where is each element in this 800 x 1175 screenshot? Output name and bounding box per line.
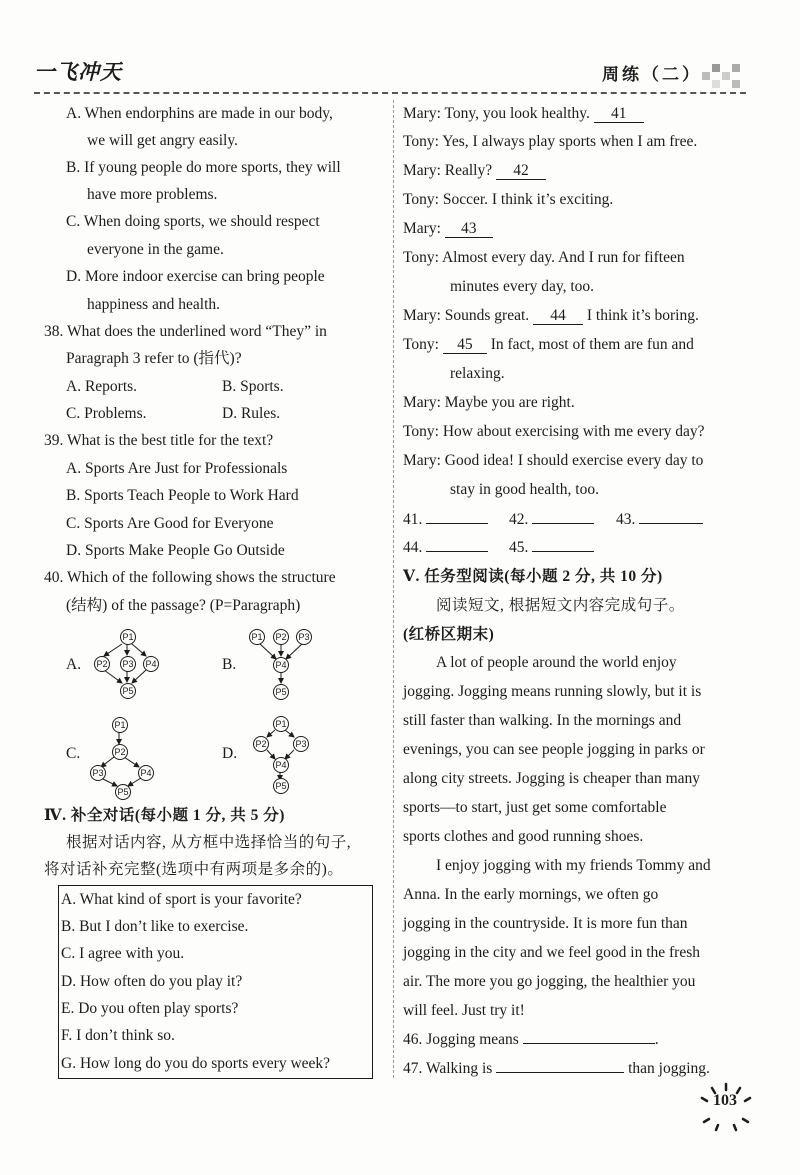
diagram-a-node: P4 (143, 656, 159, 672)
dialogue-line: Mary: Really? 42 (403, 161, 546, 181)
answer-line-41[interactable] (426, 523, 488, 524)
question-46: 46. Jogging means . (403, 1031, 659, 1048)
q37-option-b-cont: have more problems. (87, 186, 218, 203)
passage-line: jogging. Jogging means running slowly, but it is (403, 683, 702, 700)
arrow-a-4 (104, 670, 122, 683)
q37-option-d-cont: happiness and health. (87, 296, 221, 313)
answer-line-43[interactable] (639, 523, 703, 524)
section-4-instruction-cont: 将对话补充完整(选项中有两项是多余的)。 (44, 861, 344, 878)
q38-option-b: B. Sports. (222, 378, 284, 395)
passage-line: Anna. In the early mornings, we often go (403, 886, 659, 903)
question-47: 47. Walking is than jogging. (403, 1060, 710, 1077)
section-5-instruction: 阅读短文, 根据短文内容完成句子。 (436, 597, 685, 614)
q39-option-b: B. Sports Teach People to Work Hard (66, 487, 299, 504)
structure-arrows (0, 0, 400, 800)
arrow-d-4 (285, 750, 294, 759)
q37-option-a-cont: we will get angry easily. (87, 132, 238, 149)
arrow-a-3 (132, 644, 146, 656)
q40-option-c-label: C. (66, 745, 81, 762)
diagram-a-node: P1 (120, 629, 136, 645)
arrow-c-5 (128, 778, 141, 786)
passage-line: jogging in the countryside. It is more fun than (403, 915, 688, 932)
dialogue-line: Tony: Yes, I always play sports when I am free. (403, 133, 698, 150)
passage-line: sports clothes and good running shoes. (403, 828, 644, 845)
diagram-a-node: P5 (120, 683, 136, 699)
dialogue-line-cont: stay in good health, too. (450, 481, 599, 498)
dialogue-line: Mary: Tony, you look healthy. 41 (403, 104, 644, 124)
passage-line: will feel. Just try it! (403, 1002, 525, 1019)
diagram-a-node: P2 (94, 656, 110, 672)
diagram-d-node: P5 (273, 778, 289, 794)
passage-line: air. The more you go jogging, the healthier you (403, 973, 696, 990)
box-option-d: D. How often do you play it? (61, 973, 243, 990)
q37-option-b: B. If young people do more sports, they will (66, 159, 341, 176)
arrow-d-1 (267, 730, 275, 737)
diagram-b-node: P4 (273, 657, 289, 673)
diagram-c-node: P5 (115, 784, 131, 800)
dialogue-line: Tony: How about exercising with me every day? (403, 423, 705, 440)
blank-45[interactable]: 45 (443, 336, 487, 354)
blank-41[interactable]: 41 (594, 105, 644, 123)
arrow-b-3 (286, 643, 303, 659)
q38-stem: 38. What does the underlined word “They” in (44, 323, 327, 340)
box-option-g: G. How long do you do sports every week? (61, 1055, 331, 1072)
answer-line-45[interactable] (532, 551, 594, 552)
page-number: 103 (713, 1092, 737, 1109)
blank-44[interactable]: 44 (533, 307, 583, 325)
diagram-c-node: P2 (112, 744, 128, 760)
answer-43: 43. (616, 510, 703, 530)
answer-41: 41. (403, 510, 488, 530)
dialogue-line: Tony: Soccer. I think it’s exciting. (403, 191, 614, 208)
dialogue-line: Tony: 45 In fact, most of them are fun and (403, 336, 694, 353)
arrow-d-3 (267, 750, 275, 759)
dialogue-line-cont: minutes every day, too. (450, 278, 595, 295)
q39-option-c: C. Sports Are Good for Everyone (66, 515, 274, 532)
q39-option-d: D. Sports Make People Go Outside (66, 542, 285, 559)
passage-line: A lot of people around the world enjoy (436, 654, 677, 671)
box-option-b: B. But I don’t like to exercise. (61, 918, 249, 935)
section-title: 周练（二） (602, 65, 702, 84)
dialogue-line: Mary: Good idea! I should exercise every day to (403, 452, 704, 469)
section-5-title: Ⅴ. 任务型阅读(每小题 2 分, 共 10 分) (403, 568, 663, 585)
passage-line: along city streets. Jogging is cheaper than many (403, 770, 701, 787)
diagram-b-node: P1 (249, 629, 265, 645)
answer-line-44[interactable] (426, 551, 488, 552)
q38-option-c: C. Problems. (66, 405, 147, 422)
box-option-e: E. Do you often play sports? (61, 1000, 239, 1017)
diagram-a-node: P3 (120, 656, 136, 672)
dialogue-line: Mary: Maybe you are right. (403, 394, 575, 411)
q38-option-d: D. Rules. (222, 405, 281, 422)
passage-line: sports—to start, just get some comfortable (403, 799, 667, 816)
box-option-f: F. I don’t think so. (61, 1027, 175, 1044)
diagram-d-node: P2 (253, 736, 269, 752)
dialogue-line: Mary: Sounds great. 44 I think it’s boring. (403, 307, 699, 324)
answer-42: 42. (509, 510, 594, 530)
answer-line-46[interactable] (523, 1043, 655, 1044)
box-option-c: C. I agree with you. (61, 945, 185, 962)
q37-option-c-cont: everyone in the game. (87, 241, 224, 258)
answer-45: 45. (509, 538, 594, 558)
diagram-b-node: P3 (296, 629, 312, 645)
q39-stem: 39. What is the best title for the text? (44, 432, 274, 449)
source-label: (红桥区期末) (403, 626, 495, 643)
answer-line-42[interactable] (532, 523, 594, 524)
diagram-d-node: P1 (273, 716, 289, 732)
section-4-title: Ⅳ. 补全对话(每小题 1 分, 共 5 分) (44, 807, 285, 824)
arrow-d-2 (285, 730, 294, 737)
arrow-a-6 (132, 670, 146, 683)
passage-line: I enjoy jogging with my friends Tommy and (436, 857, 711, 874)
q40-option-a-label: A. (66, 656, 82, 673)
arrow-c-2 (101, 757, 114, 767)
q40-stem-cont: (结构) of the passage? (P=Paragraph) (66, 597, 301, 614)
dialogue-line: Tony: Almost every day. And I run for fifteen (403, 249, 685, 266)
header-logo: 一飞冲天 (34, 60, 122, 84)
blank-43[interactable]: 43 (445, 220, 493, 238)
diagram-d-node: P3 (293, 736, 309, 752)
dialogue-line: Mary: 43 (403, 219, 493, 239)
arrow-c-4 (101, 778, 117, 786)
q40-option-d-label: D. (222, 745, 238, 762)
q37-option-c: C. When doing sports, we should respect (66, 213, 320, 230)
passage-line: jogging in the city and we feel good in the fresh (403, 944, 701, 961)
answer-line-47[interactable] (496, 1072, 624, 1073)
q40-stem: 40. Which of the following shows the structure (44, 569, 336, 586)
arrow-b-1 (259, 643, 276, 659)
diagram-c-node: P4 (138, 765, 154, 781)
diagram-b-node: P2 (273, 629, 289, 645)
arrow-a-1 (104, 644, 122, 656)
blank-42[interactable]: 42 (496, 162, 546, 180)
q38-option-a: A. Reports. (66, 378, 138, 395)
q39-option-a: A. Sports Are Just for Professionals (66, 460, 288, 477)
arrow-c-3 (124, 757, 139, 767)
diagram-d-node: P4 (273, 757, 289, 773)
q38-stem-cont: Paragraph 3 refer to (指代)? (66, 350, 242, 367)
q37-option-a: A. When endorphins are made in our body, (66, 105, 333, 122)
section-4-instruction: 根据对话内容, 从方框中选择恰当的句子, (66, 834, 352, 851)
passage-line: still faster than walking. In the mornings and (403, 712, 682, 729)
box-option-a: A. What kind of sport is your favorite? (61, 891, 302, 908)
q37-option-d: D. More indoor exercise can bring people (66, 268, 325, 285)
dialogue-line-cont: relaxing. (450, 365, 505, 382)
answer-44: 44. (403, 538, 488, 558)
q40-option-b-label: B. (222, 656, 237, 673)
passage-line: evenings, you can see people jogging in parks or (403, 741, 705, 758)
diagram-b-node: P5 (273, 684, 289, 700)
diagram-c-node: P3 (90, 765, 106, 781)
header-decoration (700, 58, 748, 92)
diagram-c-node: P1 (112, 717, 128, 733)
